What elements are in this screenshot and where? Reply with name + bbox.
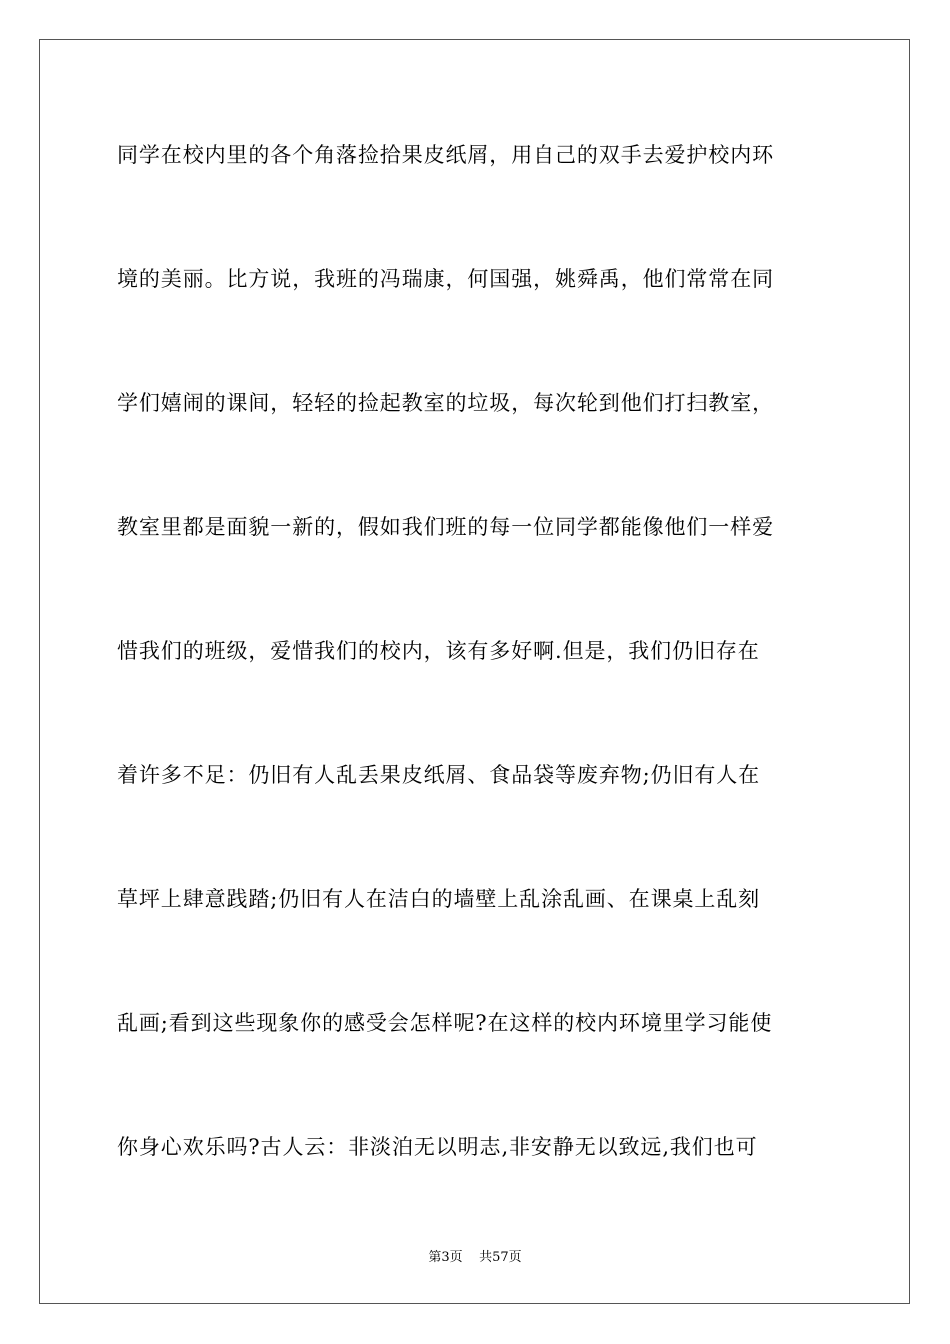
text-line: 你身心欢乐吗?古人云：非淡泊无以明志,非安静无以致远,我们也可 <box>117 1135 758 1159</box>
document-body <box>117 124 833 1240</box>
page-number-total: 共57页 <box>479 1250 522 1265</box>
text-line: 着许多不足：仍旧有人乱丢果皮纸屑、食品袋等废弃物;仍旧有人在 <box>117 763 761 787</box>
text-line: 教室里都是面貌一新的，假如我们班的每一位同学都能像他们一样爱 <box>117 515 774 539</box>
text-line: 学们嬉闹的课间，轻轻的捡起教室的垃圾，每次轮到他们打扫教室， <box>117 391 774 415</box>
page-footer <box>0 1246 950 1265</box>
text-line: 同学在校内里的各个角落捡拾果皮纸屑，用自己的双手去爱护校内环 <box>117 143 774 167</box>
page-number-current: 第3页 <box>428 1250 463 1265</box>
text-line: 乱画;看到这些现象你的感受会怎样呢?在这样的校内环境里学习能使 <box>117 1011 773 1035</box>
text-line: 惜我们的班级，爱惜我们的校内，该有多好啊.但是，我们仍旧存在 <box>117 639 760 663</box>
text-line: 境的美丽。比方说，我班的冯瑞康，何国强，姚舜禹，他们常常在同 <box>117 267 774 291</box>
text-line: 草坪上肆意践踏;仍旧有人在洁白的墙壁上乱涂乱画、在课桌上乱刻 <box>117 887 761 911</box>
